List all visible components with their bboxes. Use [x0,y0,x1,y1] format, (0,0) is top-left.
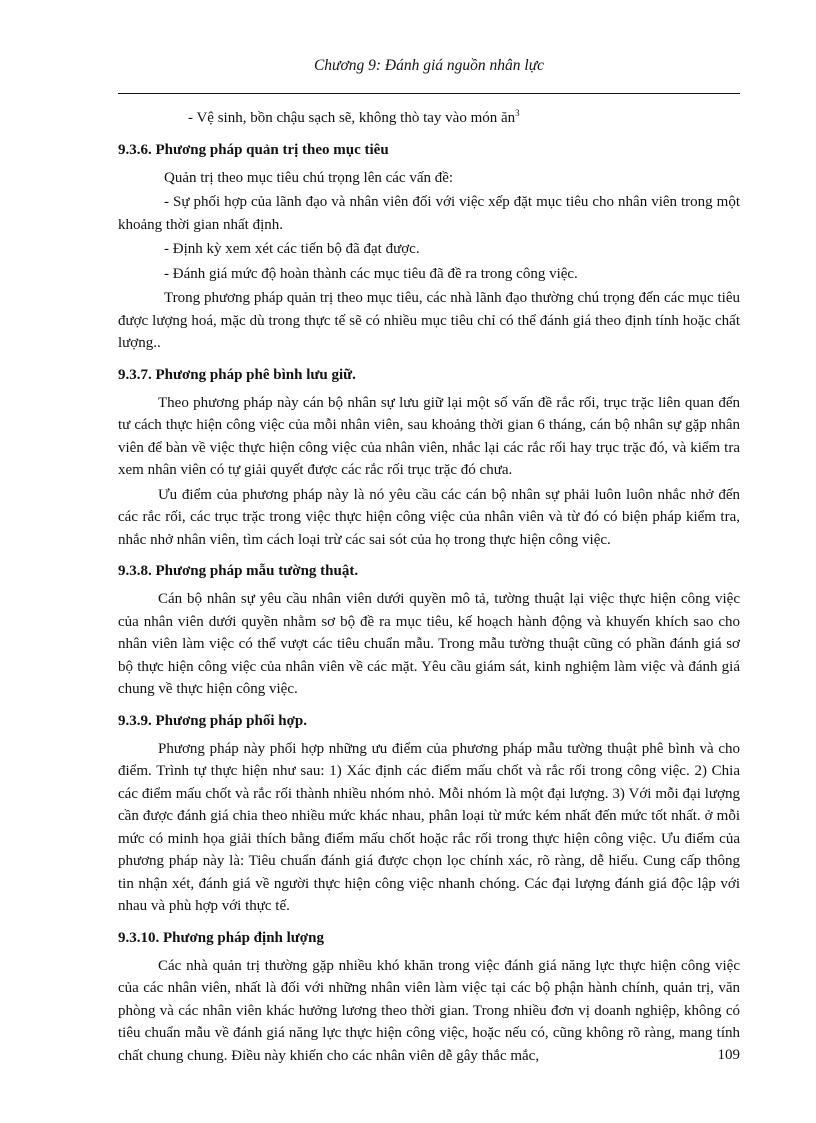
section-heading-9-3-9: 9.3.9. Phương pháp phối hợp. [118,712,308,729]
section-heading-9-3-7: 9.3.7. Phương pháp phê bình lưu giữ. [118,366,356,383]
page-number: 109 [717,1047,740,1063]
section-heading-9-3-8: 9.3.8. Phương pháp mẫu tường thuật. [118,563,359,579]
chapter-header: Chương 9: Đánh giá nguồn nhân lực [313,57,545,74]
paragraph: - Đánh giá mức độ hoàn thành các mục tiêu đã đề ra trong công việc. [164,265,578,282]
paragraph: Theo phương pháp này cán bộ nhân sự lưu giữ lại một số vấn đề rắc rối, trục trặc liên quan đến tư cách thực hiện công việc của mỗi nhân viên, sau khoảng thời gian 6 tháng, cán bộ nhân sự gặp nhân viên để bàn về việc thực hiện công việc của nhân viên, nhắc lại các rắc rối hay trục trặc đó, và kiểm tra xem nhân viên có tự giải quyết được các rắc rối trục trặc đó chưa. [118,394,740,478]
paragraph: Các nhà quản trị thường gặp nhiều khó khăn trong việc đánh giá năng lực thực hiện công việc của các nhân viên, nhất là đối với những nhân viên làm việc tại các bộ phận hành chính, quản trị, văn phòng và các nhân viên khác hưởng lương theo thời gian. Trong nhiều đơn vị doanh nghiệp, không có tiêu chuẩn mẫu về đánh giá năng lực thực hiện công việc, hoặc nếu có, cũng không rõ ràng, mang tính chất chung chung. Điều này khiến cho các nhân viên dễ gây thắc mắc, [118,957,740,1064]
paragraph: Quản trị theo mục tiêu chú trọng lên các vấn đề: [164,169,454,186]
paragraph: - Sự phối hợp của lãnh đạo và nhân viên đối với việc xếp đặt mục tiêu cho nhân viên trong một khoảng thời gian nhất định. [118,194,740,233]
paragraph: Trong phương pháp quản trị theo mục tiêu, các nhà lãnh đạo thường chú trọng đến các mục tiêu được lượng hoá, mặc dù trong thực tế sẽ có nhiều mục tiêu chỉ có thể đánh giá theo định tính hoặc chất lượng.. [118,290,740,351]
paragraph: Ưu điểm của phương pháp này là nó yêu cầu các cán bộ nhân sự phải luôn luôn nhắc nhở đến các rắc rối, các trục trặc trong việc thực hiện công việc của nhân viên và từ đó có biện pháp kiểm tra, nhắc nhở nhân viên, tìm cách loại trừ các sai sót của họ trong thực hiện công việc. [118,486,740,548]
bullet-hygiene [118,107,740,130]
paragraph: Cán bộ nhân sự yêu cầu nhân viên dưới quyền mô tả, tường thuật lại việc thực hiện công việc của nhân viên dưới quyền nhằm sơ bộ đề ra mục tiêu, kế hoạch hành động và khuyến khích sao cho nhân viên làm việc có thể vượt các tiêu chuẩn mẫu. Trong mẫu tường thuật cũng có phần đánh giá sơ bộ thực hiện công việc của nhân viên về các mặt. Yêu cầu giám sát, kinh nghiệm làm việc và đánh giá chung về thực hiện công việc. [118,591,740,697]
paragraph: Phương pháp này phối hợp những ưu điểm của phương pháp mẫu tường thuật phê bình và cho điểm. Trình tự thực hiện như sau: 1) Xác định các điểm mấu chốt và rắc rối trong công việc. 2) Chia các điểm mấu chốt và rắc rối thành nhiều nhóm nhỏ. Mỗi nhóm là một đại lượng. 3) Với mỗi đại lượng cần được đánh giá chia theo nhiều mức khác nhau, phân loại từ mức kém nhất đến mức tốt nhất. ở mỗi mức có minh họa giải thích bằng điểm mấu chốt hoặc rắc rối trong thực hiện công việc. Ưu điểm của phương pháp này là: Tiêu chuẩn đánh giá được chọn lọc chính xác, rõ ràng, dễ hiểu. Cung cấp thông tin nhận xét, đánh giá về người thực hiện công việc nhanh chóng. Các đại lượng đánh giá độc lập với nhau và phù hợp với thực tế. [118,740,740,914]
header-rule [118,93,740,94]
section-heading-9-3-6: 9.3.6. Phương pháp quản trị theo mục tiêu [118,141,389,158]
bullet-hygiene-text: - Vệ sinh, bồn chậu sạch sẽ, không thò tay vào món ăn [188,110,516,126]
paragraph: - Định kỳ xem xét các tiến bộ đã đạt được. [164,241,420,257]
page-content [118,107,740,1067]
section-heading-9-3-10: 9.3.10. Phương pháp định lượng [118,929,324,946]
footnote-ref: 3 [515,108,520,118]
